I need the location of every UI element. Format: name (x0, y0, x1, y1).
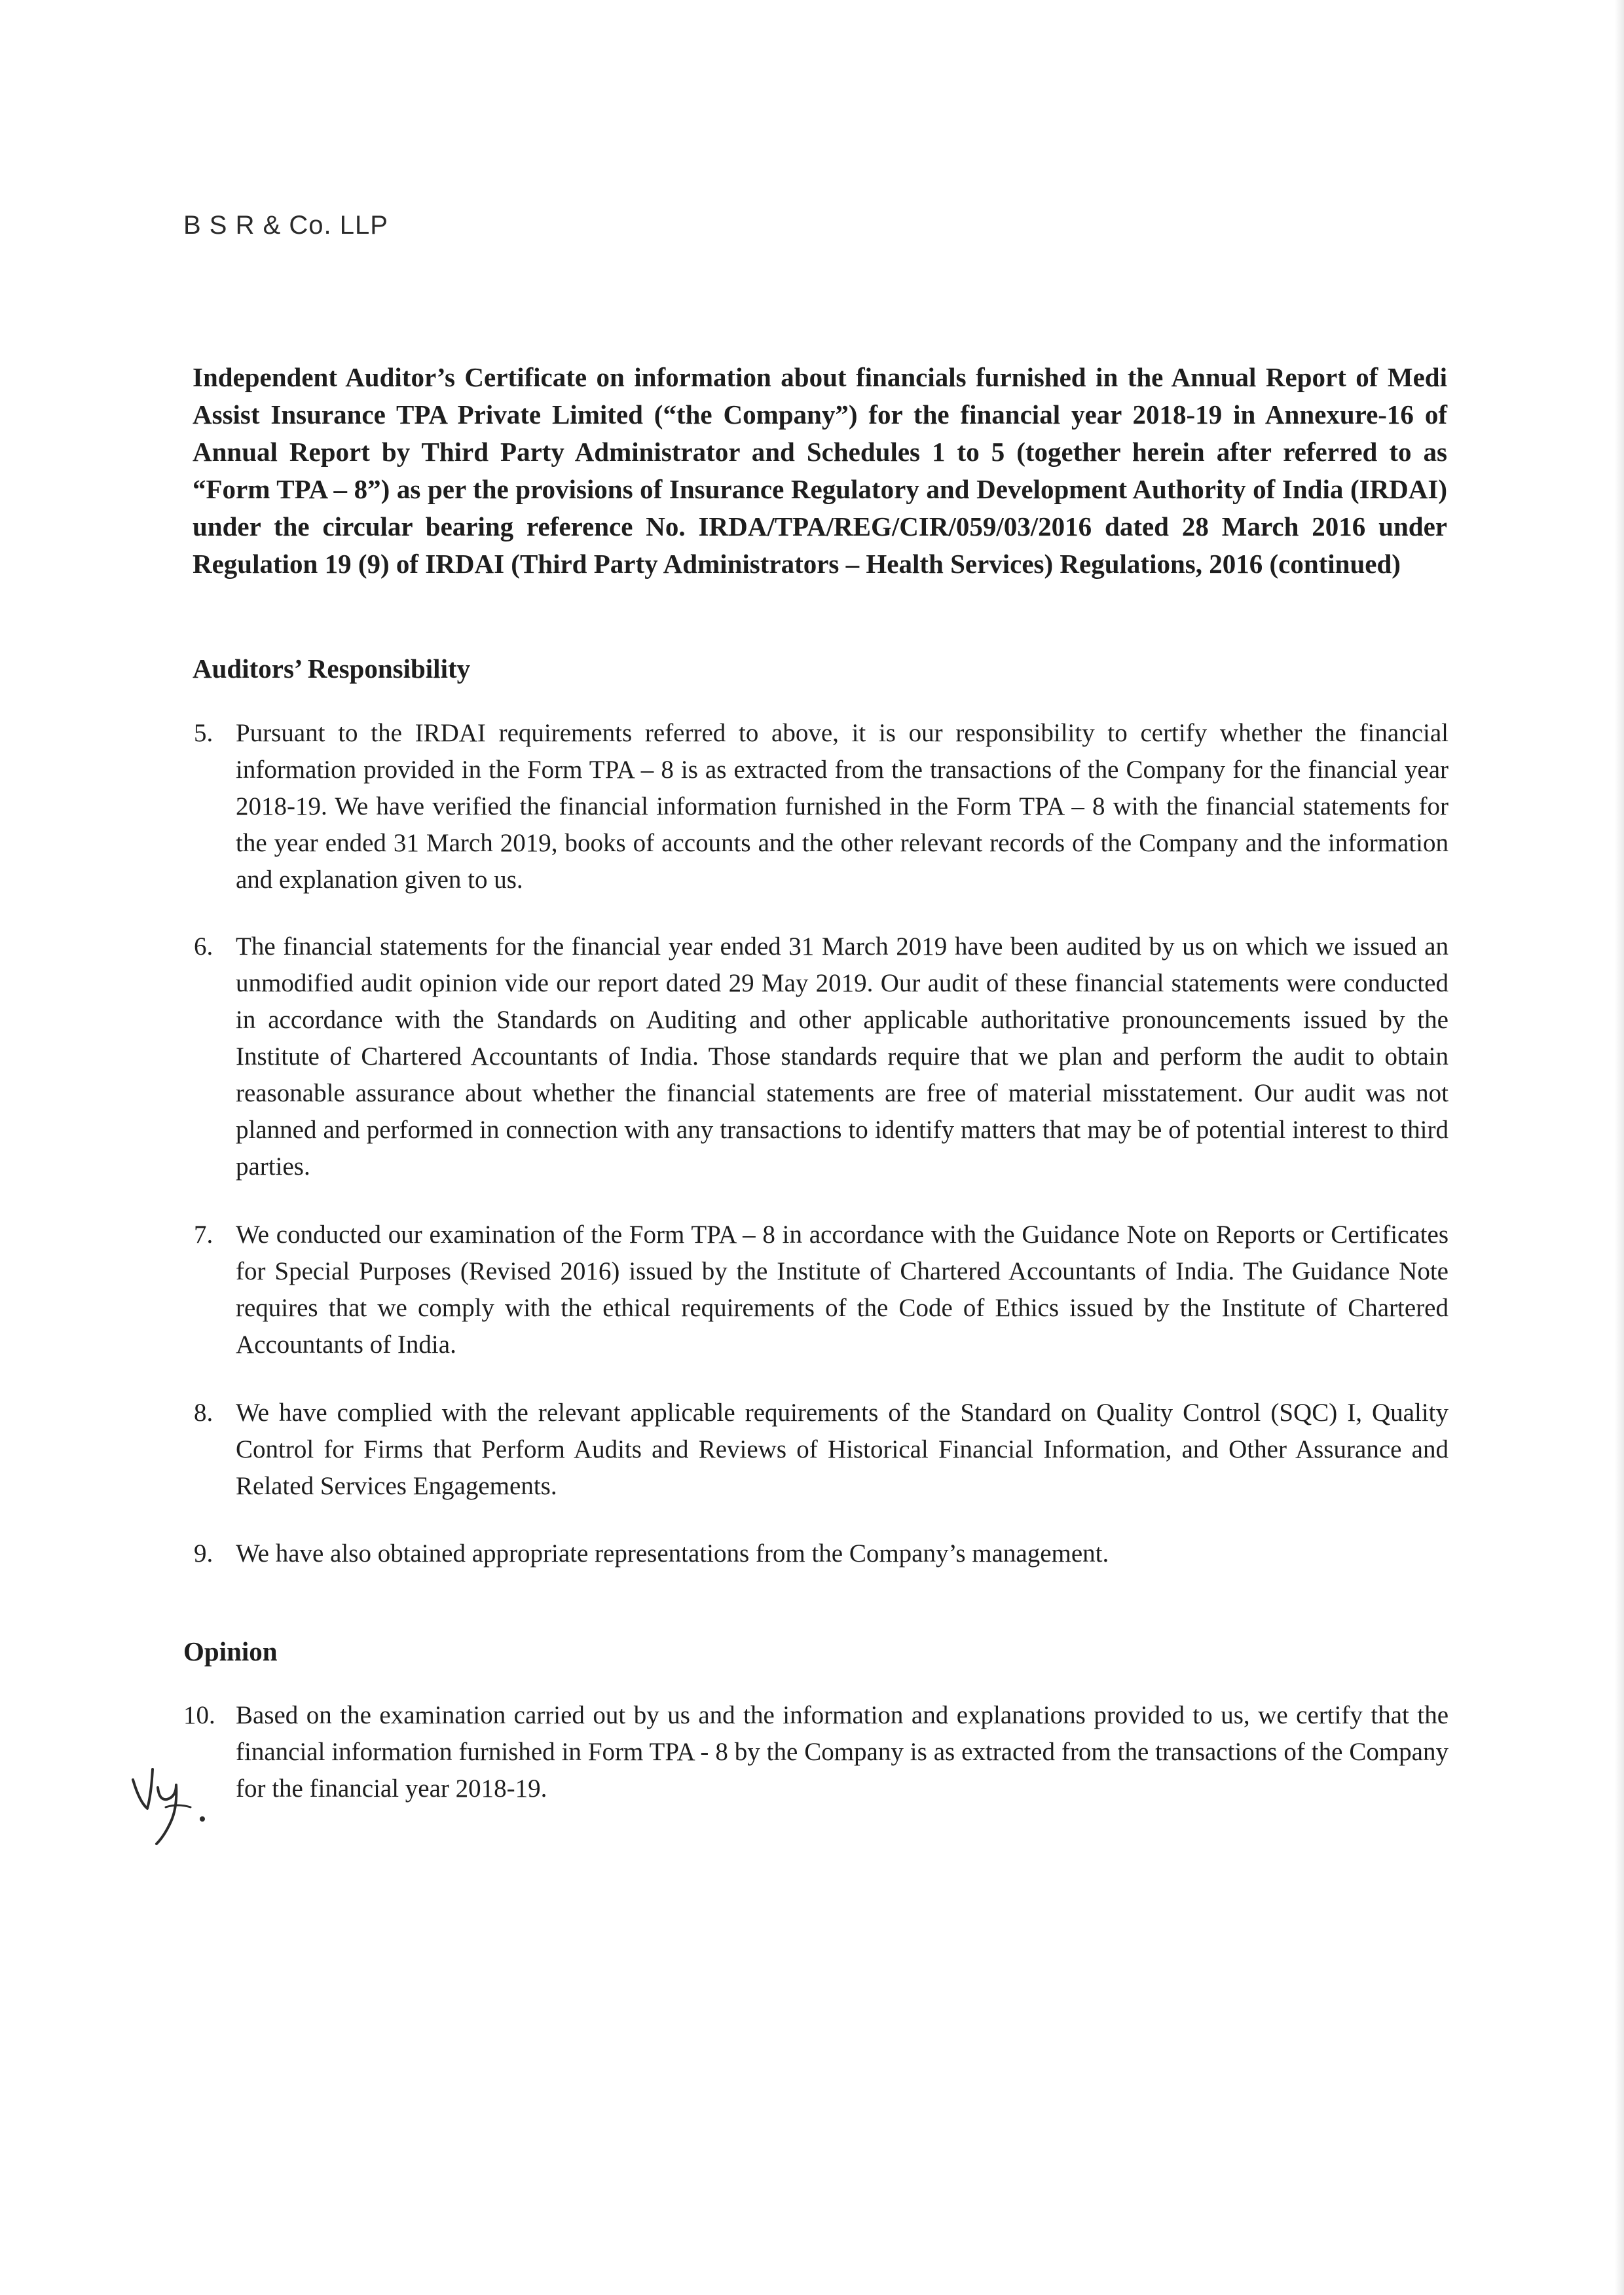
signature-stroke (133, 1769, 153, 1808)
paragraph-text: Based on the examination carried out by us and the information and explanations provided to us, we certify that the financial information furnished in Form TPA - 8 by the Company is as extracted from the transactions of the Company for the financial year 2018-19. (236, 1701, 1449, 1803)
paragraph-text: We have complied with the relevant applicable requirements of the Standard on Quality Control (SQC) I, Quality Control for Firms that Perform Audits and Reviews of Historical Financial Information, and Other Assurance and Related Services Engagements. (236, 1399, 1449, 1500)
signature-stroke (166, 1805, 191, 1807)
paragraph-6 (194, 928, 1449, 1185)
auditors-responsibility-heading: Auditors’ Responsibility (193, 653, 471, 684)
paragraph-number: 6. (194, 932, 213, 961)
firm-name: B S R & Co. LLP (183, 211, 388, 240)
paragraph-10 (183, 1697, 1449, 1807)
paragraph-text: We conducted our examination of the Form TPA – 8 in accordance with the Guidance Note on Reports or Certificates for Special Purposes (Revised 2016) issued by the Institute of Chartered Accountants of India. The Guidance Note requires that we comply with the ethical requirements of the Code of Ethics issued by the Institute of Chartered Accountants of India. (236, 1221, 1449, 1359)
paragraph-number: 10. (183, 1701, 215, 1729)
signature-stroke (157, 1785, 176, 1844)
signature-dot (200, 1816, 205, 1822)
opinion-heading: Opinion (183, 1636, 278, 1666)
certificate-title: Independent Auditor’s Certificate on information about financials furnished in the Annual Report of Medi Assist Insurance TPA Private Limited (“the Company”) for the financial year 2018-19 in Annexure-16 of Annual Report by Third Party Administrator and Schedules 1 to 5 (together herein after referred to as “Form TPA – 8”) as per the provisions of Insurance Regulatory and Development Authority of India (IRDAI) under the circular bearing reference No. IRDA/TPA/REG/CIR/059/03/2016 dated 28 March 2016 under Regulation 19 (9) of IRDAI (Third Party Administrators – Health Services) Regulations, 2016 (continued) (193, 362, 1447, 579)
paragraph-8 (194, 1395, 1449, 1505)
signature-initials (128, 1761, 219, 1846)
paragraph-9 (194, 1535, 1449, 1572)
paragraph-text: We have also obtained appropriate representations from the Company’s management. (236, 1539, 1109, 1568)
paragraph-text: Pursuant to the IRDAI requirements referred to above, it is our responsibility to certify whether the financial information provided in the Form TPA – 8 is as extracted from the transactions of the Company for the financial year 2018-19. We have verified the financial information furnished in the Form TPA – 8 with the financial statements for the year ended 31 March 2019, books of accounts and the other relevant records of the Company and the information and explanation given to us. (236, 719, 1449, 894)
paragraph-number: 5. (194, 719, 213, 747)
paragraph-7 (194, 1217, 1449, 1363)
paragraph-number: 8. (194, 1399, 213, 1427)
paragraph-text: The financial statements for the financial year ended 31 March 2019 have been audited by us on which we issued an unmodified audit opinion vide our report dated 29 May 2019. Our audit of these financial statements were conducted in accordance with the Standards on Auditing and other applicable authoritative pronouncements issued by the Institute of Chartered Accountants of India. Those standards require that we plan and perform the audit to obtain reasonable assurance about whether the financial statements are free of material misstatement. Our audit was not planned and performed in connection with any transactions to identify matters that may be of potential interest to third parties. (236, 932, 1449, 1181)
page-edge (1615, 0, 1624, 2295)
paragraph-5 (194, 715, 1449, 898)
paragraph-number: 9. (194, 1539, 213, 1568)
paragraph-number: 7. (194, 1221, 213, 1249)
